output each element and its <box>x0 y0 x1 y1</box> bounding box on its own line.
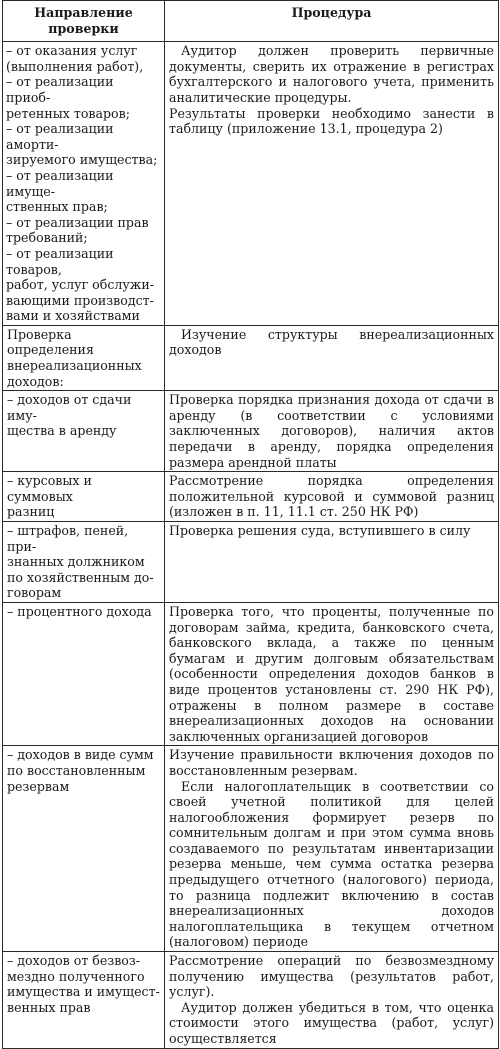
direction-cell: – доходов от безвоз- мездно полученного имущества и имущест- венных прав <box>3 952 165 1049</box>
table-row <box>3 522 499 603</box>
procedure-paragraph: Рассмотрение порядка определения положительной курсовой и суммовой разниц (изложен в п. 11, 11.1 ст. 250 НК РФ) <box>169 473 494 520</box>
direction-cell: – доходов от сдачи иму- щества в аренду <box>3 391 165 472</box>
procedure-paragraph: Изучение структуры внереализационных доходов <box>169 326 494 358</box>
procedure-paragraph: Проверка того, что проценты, полученные по договорам займа, кредита, банковского счета, банковского вклада, а также по ценным бумагам и другим долговым обязательствам (особенности определения доходов банков в виде процентов установлены ст. 290 НК РФ), отражены в полном размере в составе внереализационных доходов на основании заключенных организацией договоров <box>169 603 494 744</box>
table-row <box>3 42 499 326</box>
procedure-paragraph: Проверка решения суда, вступившего в силу <box>169 523 471 538</box>
direction-cell: – штрафов, пеней, при- знанных должником по хозяйственным до- говорам <box>3 522 165 603</box>
procedure-cell <box>165 746 499 952</box>
procedure-paragraph: Если налогоплательщик в соответствии со своей учетной политикой для целей налогообложения формирует резерв по сомнительным долгам и при этом сумма вновь создаваемого по результатам инвентаризации резерва меньше, чем сумма остатка резерва предыдущего отчетного (налогового) периода, то разница подлежит включению в состав внереализационных доходов налогоплательщика в текущем отчетном (налоговом) периоде <box>169 778 494 950</box>
audit-procedures-table <box>2 0 499 1049</box>
column-header-procedure: Процедура <box>165 1 499 42</box>
table-row <box>3 746 499 952</box>
table-row <box>3 391 499 472</box>
table-row <box>3 472 499 522</box>
table-row <box>3 325 499 390</box>
table-row <box>3 952 499 1049</box>
procedure-paragraph: Аудитор должен убедиться в том, что оценка стоимости этого имущества (работ, услуг) осуществляется <box>169 999 494 1046</box>
direction-cell: – доходов в виде сумм по восстановленным резервам <box>3 746 165 952</box>
procedure-paragraph: Изучение правильности включения доходов по восстановленным резервам. <box>169 747 494 778</box>
procedure-cell <box>165 952 499 1049</box>
procedure-cell <box>165 602 499 745</box>
procedure-paragraph: Аудитор должен проверить первичные документы, сверить их отражение в регистрах бухгалтерского и налогового учета, применить аналитические процедуры. <box>169 43 494 105</box>
procedure-cell <box>165 472 499 522</box>
procedure-cell <box>165 42 499 326</box>
procedure-cell <box>165 391 499 472</box>
direction-cell: – курсовых и суммовых разниц <box>3 472 165 522</box>
procedure-paragraph: Проверка порядка признания дохода от сдачи в аренду (в соответствии с условиями заключенных договоров), наличия актов передачи в аренду, порядка определения размера арендной платы <box>169 392 494 470</box>
procedure-cell <box>165 325 499 390</box>
direction-cell: – от оказания услуг (выполнения работ), – от реализации приоб- ретенных товаров; – от реализации аморти- зируемого имущества; – от реализации имуще- ственных прав; – от реализации прав требований; – от реализации товаров, работ, услуг обслужи- вающими производст- вами и хозяйствами <box>3 42 165 326</box>
procedure-paragraph: Результаты проверки необходимо занести в таблицу (приложение 13.1, процедура 2) <box>169 105 494 137</box>
direction-cell: – процентного дохода <box>3 602 165 745</box>
direction-cell: Проверка определения внереализационных доходов: <box>3 325 165 390</box>
procedure-paragraph: Рассмотрение операций по безвозмездному получению имущества (результатов работ, услуг). <box>169 953 494 1000</box>
column-header-direction: Направление проверки <box>3 1 165 42</box>
procedure-cell <box>165 522 499 603</box>
table-row <box>3 602 499 745</box>
table-header-row <box>3 1 499 42</box>
